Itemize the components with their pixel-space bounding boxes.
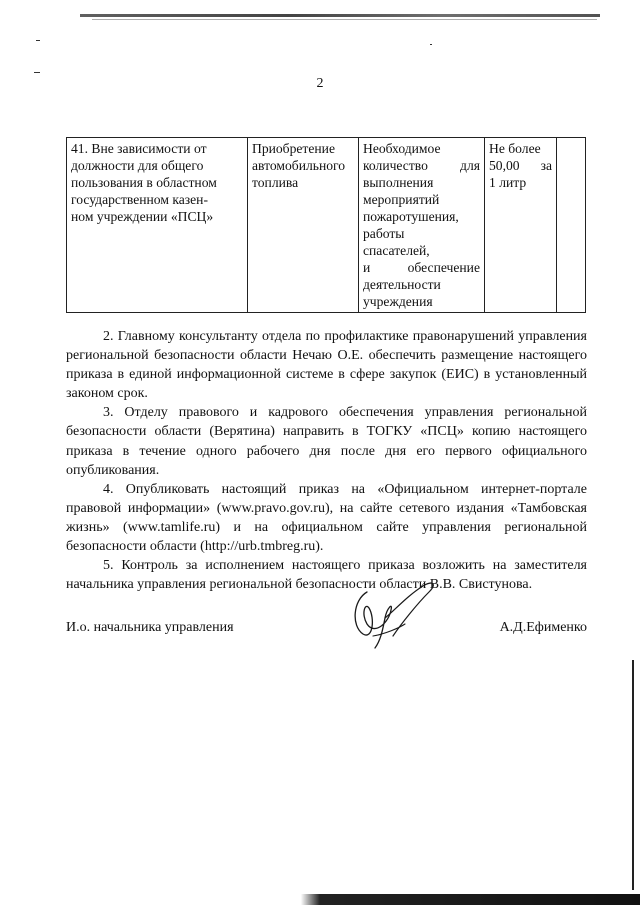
cell-text-line: выполнения bbox=[363, 175, 434, 190]
scan-artifact-top-thin bbox=[92, 19, 597, 20]
handwritten-signature bbox=[345, 578, 445, 658]
cell-text-line: автомобильного bbox=[252, 158, 346, 173]
cell-text-line: учреждения bbox=[363, 294, 433, 309]
page-number: 2 bbox=[316, 76, 324, 91]
cell-text-line: ном учреждении «ПСЦ» bbox=[71, 209, 214, 224]
cell-text-line: Не более bbox=[489, 141, 541, 156]
paragraph-item-5: 5. Контроль за исполнением настоящего приказа возложить на заместителя начальника управления региональной безопасности области В.В. Свистунова. bbox=[66, 558, 587, 593]
paragraph-item-4: 4. Опубликовать настоящий приказ на «Официальном интернет-портале правовой информации» (www.pravo.gov.ru), на сайте сетевого издания «Тамбовская жизнь» (www.tamlife.ru) и на официальном сайте управления региональной безопасности области (http://urb.tmbreg.ru). bbox=[66, 481, 587, 555]
cell-text-line: пользования в областном bbox=[71, 175, 217, 190]
table-cell-position bbox=[67, 138, 248, 313]
table-cell-item bbox=[248, 138, 359, 313]
paragraph-item-2: 2. Главному консультанту отдела по профилактике правонарушений управления региональной безопасности области Нечаю О.Е. обеспечить размещение настоящего приказа в единой информационной системе в сфере закупок (ЕИС) в установленный законом срок. bbox=[66, 329, 587, 402]
cell-text-line: Необходимое bbox=[363, 141, 441, 156]
scan-speck bbox=[36, 40, 40, 41]
cell-text-line: количество для bbox=[363, 158, 480, 173]
cell-text-line: спасателей, bbox=[363, 243, 430, 258]
cell-text-line: Приобретение bbox=[252, 141, 335, 156]
scan-speck bbox=[430, 44, 432, 45]
order-body bbox=[66, 327, 587, 594]
signature-block bbox=[66, 620, 587, 640]
cell-text-line: пожаротушения, bbox=[363, 209, 459, 224]
cell-text-line: государственном казен- bbox=[71, 192, 208, 207]
scan-artifact-right-edge bbox=[632, 660, 634, 890]
signatory-name: А.Д.Ефименко bbox=[499, 620, 587, 635]
signatory-position: И.о. начальника управления bbox=[66, 620, 234, 635]
table-row bbox=[67, 138, 586, 313]
cell-text-line: 50,00 за bbox=[489, 158, 552, 173]
cell-text-line: деятельности bbox=[363, 277, 441, 292]
cell-text-line: должности для общего bbox=[71, 158, 204, 173]
cell-text-line: работы bbox=[363, 226, 405, 241]
cell-text-line: 41. Вне зависимости от bbox=[71, 141, 207, 156]
procurement-table bbox=[66, 137, 586, 313]
scan-speck bbox=[34, 72, 40, 73]
paragraph-item-3: 3. Отделу правового и кадрового обеспечения управления региональной безопасности области (Верятина) направить в ТОГКУ «ПСЦ» копию настоящего приказа в течение одного рабочего дня после дня его первого официального опубликования. bbox=[66, 405, 587, 478]
scan-artifact-top bbox=[80, 14, 600, 17]
table-cell-empty bbox=[557, 138, 586, 313]
scan-artifact-bottom bbox=[0, 894, 640, 905]
table-cell-purpose bbox=[359, 138, 485, 313]
cell-text-line: и обеспечение bbox=[363, 260, 480, 275]
table-cell-limit bbox=[485, 138, 557, 313]
cell-text-line: мероприятий bbox=[363, 192, 440, 207]
cell-text-line: топлива bbox=[252, 175, 299, 190]
cell-text-line: 1 литр bbox=[489, 175, 527, 190]
